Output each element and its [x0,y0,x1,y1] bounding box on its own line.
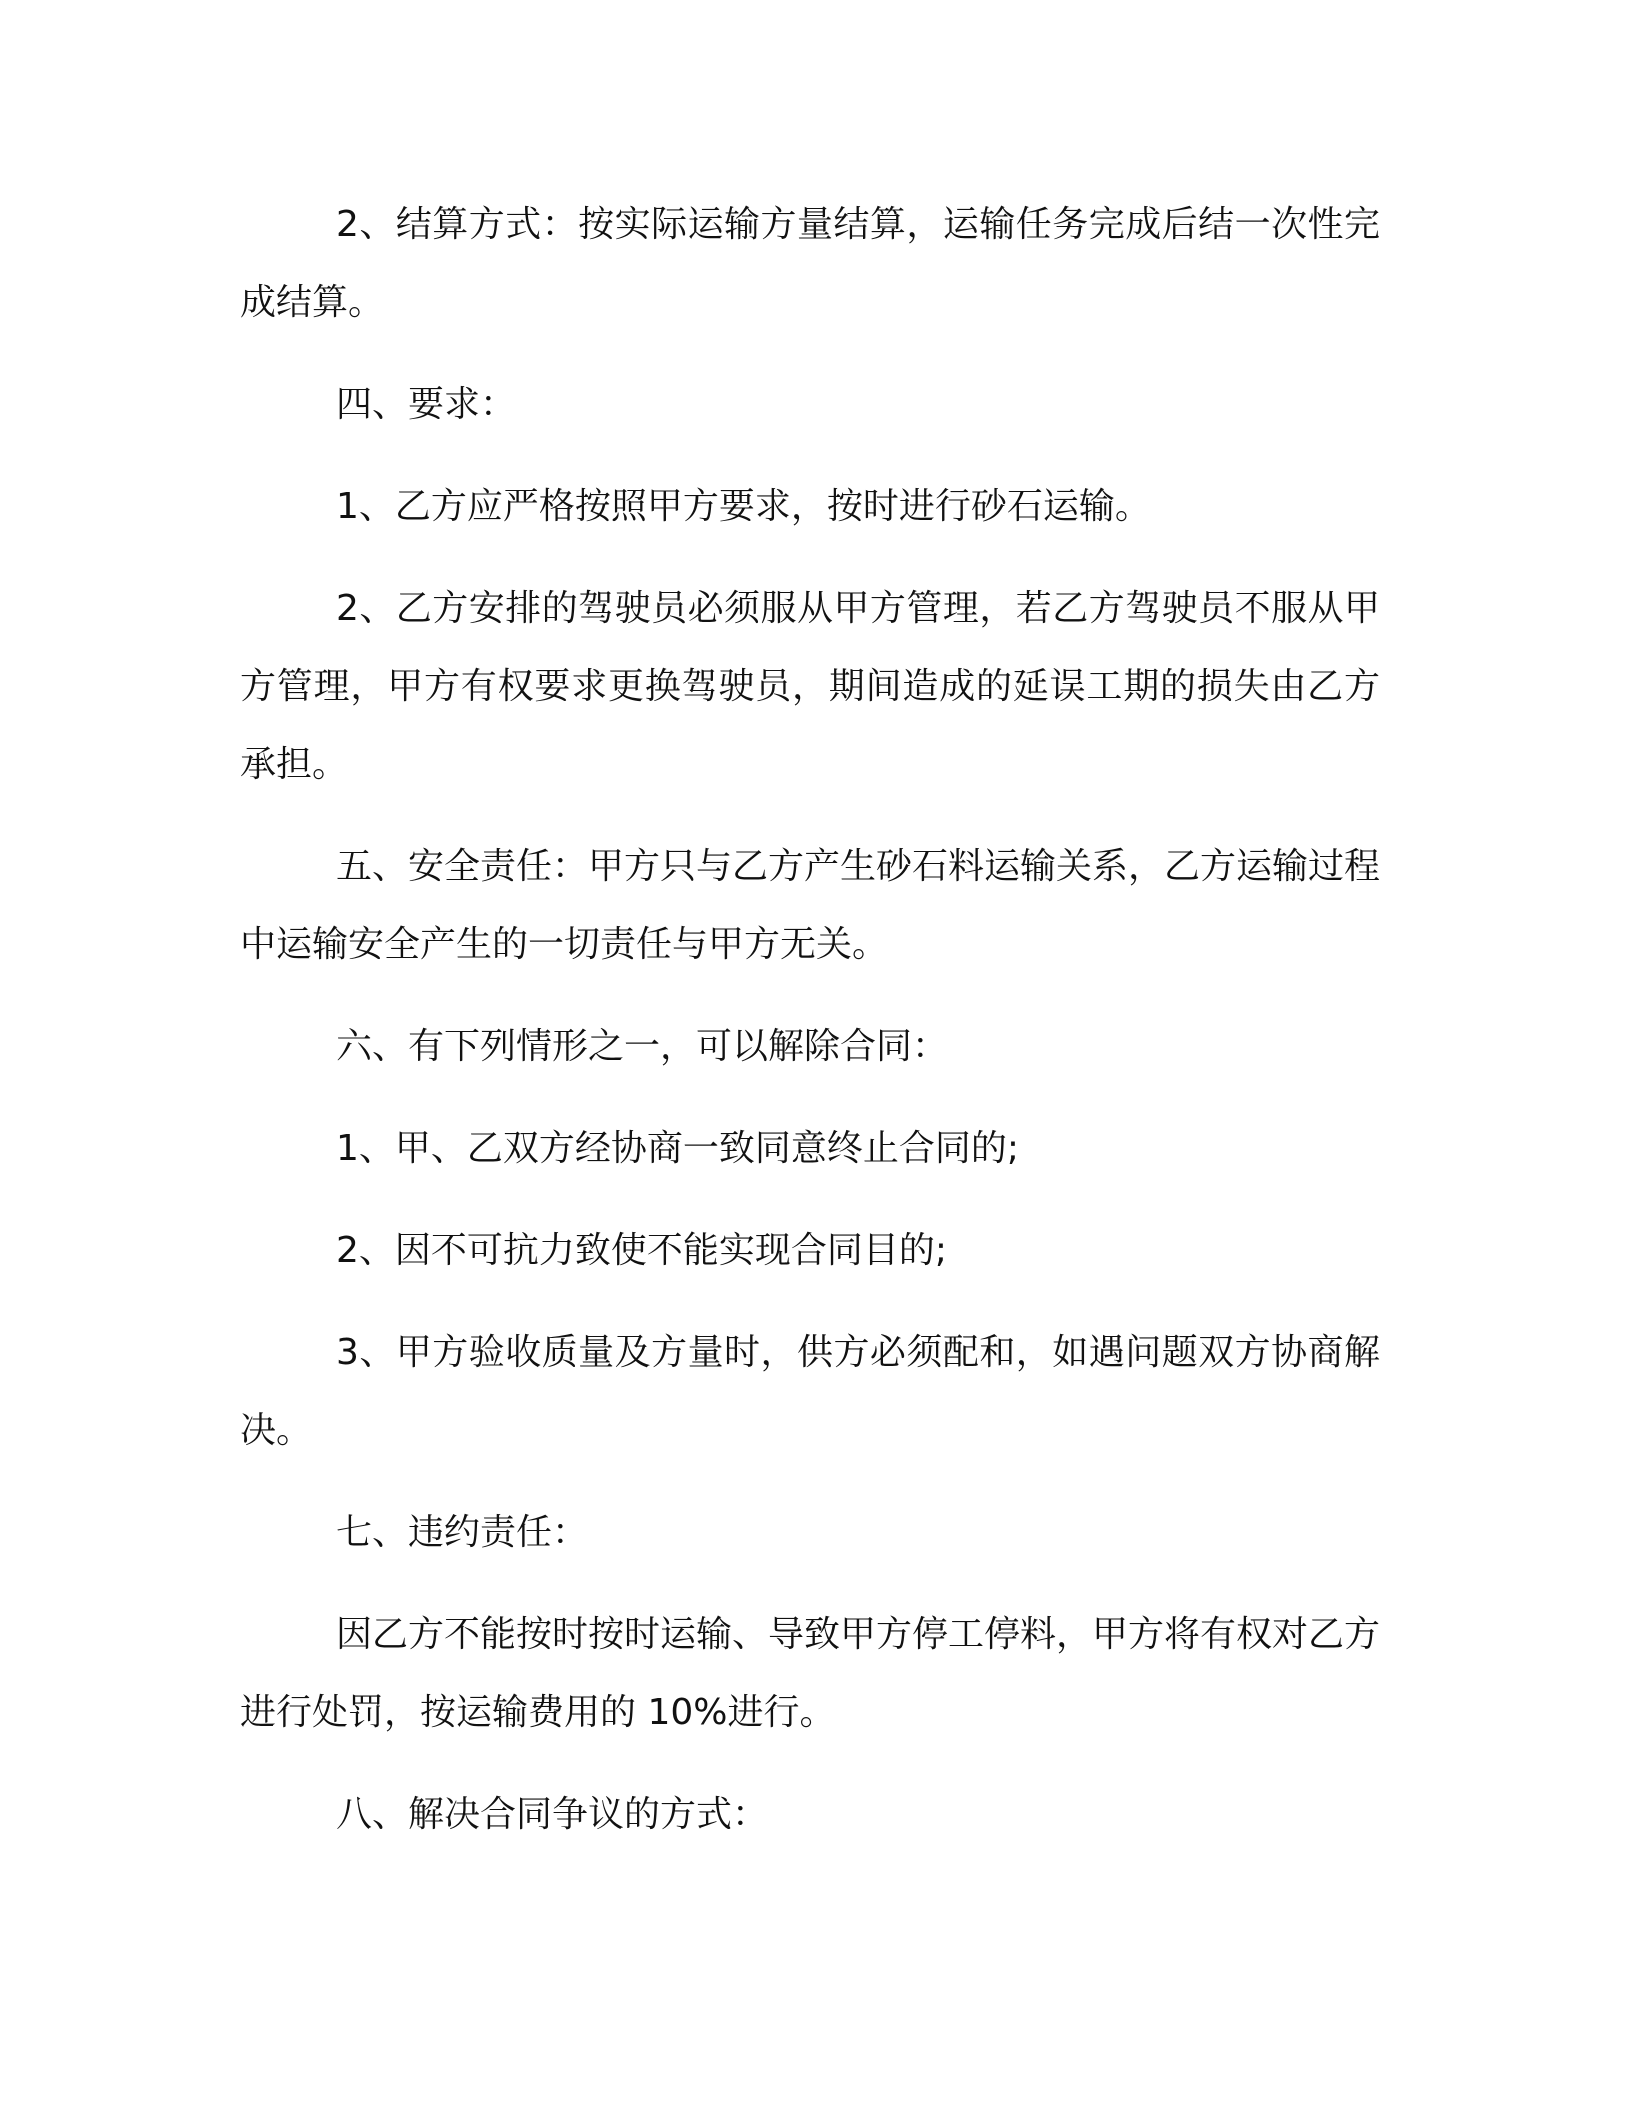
heading-breach-liability: 七、违约责任： [336,1512,589,1553]
heading-dispute-resolution: 八、解决合同争议的方式： [336,1794,769,1835]
document-body [240,186,1380,1878]
paragraph-termination-3: 3、甲方验收质量及方量时，供方必须配和，如遇问题双方协商解决。 [240,1332,1380,1451]
paragraph-breach-liability: 因乙方不能按时按时运输、导致甲方停工停料，甲方将有权对乙方进行处罚，按运输费用的 10%进行。 [240,1614,1381,1733]
paragraph-termination-1: 1、甲、乙双方经协商一致同意终止合同的; [336,1128,1020,1169]
paragraph-requirement-1: 1、乙方应严格按照甲方要求，按时进行砂石运输。 [336,486,1151,527]
paragraph-requirement-2: 2、乙方安排的驾驶员必须服从甲方管理，若乙方驾驶员不服从甲方管理，甲方有权要求更换驾驶员，期间造成的延误工期的损失由乙方承担。 [240,588,1380,785]
paragraph-safety-responsibility: 五、安全责任：甲方只与乙方产生砂石料运输关系，乙方运输过程中运输安全产生的一切责任与甲方无关。 [240,846,1381,965]
paragraph-termination-2: 2、因不可抗力致使不能实现合同目的; [336,1230,948,1271]
heading-requirements: 四、要求： [336,384,517,425]
heading-termination: 六、有下列情形之一，可以解除合同： [336,1026,949,1067]
paragraph-settlement-method: 2、结算方式：按实际运输方量结算，运输任务完成后结一次性完成结算。 [240,204,1380,323]
